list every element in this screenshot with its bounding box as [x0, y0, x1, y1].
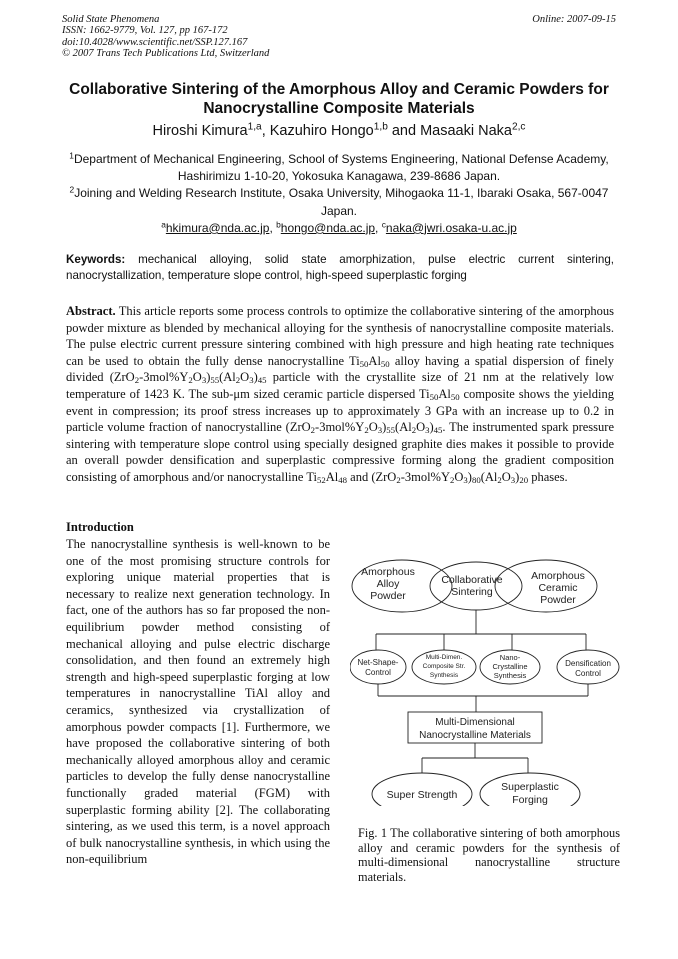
- abs-run: Al: [438, 386, 451, 401]
- abs-sub: 3: [201, 375, 207, 386]
- email-c-link[interactable]: naka@jwri.osaka-u.ac.jp: [385, 220, 517, 235]
- aff1-text: Department of Mechanical Engineering, School of Systems Engineering, National Defense Academy, Hashirimizu 1-10-20, Yokosuka Kanagawa, 239-8686 Japan.: [73, 152, 609, 184]
- fig-label: Alloy: [376, 578, 400, 590]
- abs-sub: 48: [338, 475, 348, 486]
- author-1-sup: 1,a: [247, 121, 262, 133]
- author-line: Hiroshi Kimura$^{1,a}$, Kazuhiro Hongo$^{1,b}$ and Masaaki Naka$^{2,c}$: [152, 121, 526, 139]
- abstract-text: [66, 304, 614, 484]
- journal-header: [62, 14, 269, 60]
- abs-sub: 3: [249, 375, 254, 386]
- abs-sub: 55: [386, 425, 396, 436]
- abs-run: -3mol%Y: [315, 420, 365, 435]
- author-3: Masaaki Naka: [420, 123, 512, 139]
- fig-label: Sintering: [451, 586, 493, 598]
- author-3-sup: 2,c: [511, 121, 526, 133]
- abs-run: O: [416, 420, 426, 435]
- abs-sub: 50: [450, 392, 460, 403]
- email-a-sup: a: [161, 219, 166, 230]
- abstract-label: Abstract.: [66, 304, 116, 318]
- abs-run: ): [382, 420, 387, 435]
- fig-label: Crystalline: [492, 662, 528, 671]
- abs-run: alloy having a spatial dispersion of finely divided (ZrO: [66, 353, 614, 385]
- affiliation-2: [60, 185, 618, 219]
- abs-sub: 2: [134, 375, 140, 386]
- journal-name: Solid State Phenomena: [62, 14, 160, 25]
- introduction-heading: Introduction: [66, 520, 134, 534]
- abs-sub: 50: [359, 358, 369, 369]
- abs-sub: 2: [396, 475, 401, 486]
- fig-label: Control: [575, 669, 601, 678]
- fig-label: Synthesis: [493, 671, 527, 680]
- abs-sub: 2: [235, 375, 241, 386]
- author-2-sup: 1,b: [373, 121, 388, 133]
- abs-run: Al: [368, 353, 381, 368]
- figure-1-caption: Fig. 1 The collaborative sintering of both amorphous alloy and ceramic powders for the synthesis of multi-dimensional nanocrystalline structure materials.: [358, 826, 620, 884]
- abs-run: composite shows the yielding event in compression; its proof stress increases up to approximately 3 GPa with an increase up to 0.2 in particle volume fraction of nanocrystalline (ZrO: [66, 386, 614, 435]
- figure-1-diagram: [350, 546, 622, 806]
- abs-sub: 2: [310, 425, 316, 436]
- fig-label: Powder: [370, 590, 406, 602]
- fig-label: Multi-Dimensional: [435, 717, 515, 728]
- abs-run: and (ZrO: [347, 469, 397, 484]
- copyright: © 2007 Trans Tech Publications Ltd, Switzerland: [62, 48, 270, 60]
- author-1: Hiroshi Kimura: [152, 123, 248, 139]
- fig-label: Amorphous: [531, 570, 585, 582]
- affiliations: [60, 151, 618, 237]
- abs-run: (Al: [480, 469, 498, 484]
- author-and: and: [391, 123, 417, 139]
- abs-run: ): [253, 370, 258, 385]
- abs-sub: 20: [519, 475, 529, 486]
- aff2-sup: 2: [69, 184, 75, 195]
- fig-label: Forging: [512, 794, 548, 806]
- abs-sub: 2: [364, 425, 369, 436]
- email-b-sup: b: [276, 219, 281, 230]
- abs-run: Al: [325, 469, 339, 484]
- email-line: $^a$hkimura@nda.ac.jp, $^b$hongo@nda.ac.jp, $^c$naka@jwri.osaka-u.ac.jp: [161, 219, 517, 235]
- fig-label: Powder: [540, 594, 576, 606]
- abs-sub: 50: [380, 358, 390, 369]
- fig-label: Densification: [565, 659, 611, 668]
- net-shape-control-ellipse: [350, 650, 406, 684]
- fig-label: Composite Str.: [422, 663, 466, 670]
- abs-run: This article reports some process controls to optimize the collaborative sintering of the amorphous powder mixture as blended by mechanical alloying for the synthesis of nanocrystalline composite materials. The pulse electric current pressure sintering combined with high pressure and high heating rate techniques can be used to obtain the fully dense nanocrystalline Ti: [66, 304, 614, 368]
- abstract: [66, 303, 614, 486]
- author-2: Kazuhiro Hongo: [269, 123, 374, 139]
- abs-sub: 2: [411, 425, 417, 436]
- affiliation-1: [60, 151, 618, 185]
- abs-run: (Al: [395, 420, 412, 435]
- abs-run: O: [454, 469, 464, 484]
- email-b-link[interactable]: hongo@nda.ac.jp: [280, 220, 376, 235]
- abs-run: O: [192, 370, 202, 385]
- fig-label: Amorphous: [361, 566, 415, 578]
- abs-sub: 45: [433, 425, 443, 436]
- issn: ISSN: 1662-9779, Vol. 127, pp 167-172: [62, 25, 228, 37]
- aff1-sup: 1: [69, 150, 74, 161]
- email-c-sup: c: [381, 219, 386, 230]
- abs-run: -3mol%Y: [400, 469, 451, 484]
- fig-label: Net-Shape-: [357, 658, 399, 667]
- doi: doi:10.4028/www.scientific.net/SSP.127.167: [62, 36, 248, 48]
- abs-sub: 55: [210, 375, 220, 386]
- abs-run: O: [240, 370, 250, 385]
- abs-run: particle with the crystallite size of 21 nm at the relatively low temperature of 1423 K. The sub-μm sized ceramic particle dispersed Ti: [66, 370, 614, 401]
- online-date: Online: 2007-09-15: [532, 14, 616, 25]
- abs-sub: 2: [450, 475, 455, 486]
- abs-sub: 50: [429, 392, 439, 403]
- fig-label: Synthesis: [429, 672, 459, 679]
- abs-run: phases.: [528, 469, 568, 484]
- fig-label: Nano-: [499, 653, 521, 662]
- paper-title: Collaborative Sintering of the Amorphous Alloy and Ceramic Powders for Nanocrystalline Composite Materials: [69, 81, 609, 117]
- fig-label: Ceramic: [538, 582, 578, 594]
- abs-sub: 3: [377, 425, 383, 436]
- aff2-text: Joining and Welding Research Institute, Osaka University, Mihogaoka 11-1, Ibaraki Osaka, 567-0047 Japan.: [74, 186, 609, 218]
- fig-label: Superplastic: [501, 781, 559, 793]
- abs-run: ): [467, 469, 472, 484]
- abs-run: ): [515, 469, 520, 484]
- abs-run: O: [501, 469, 511, 484]
- abs-sub: 52: [317, 475, 326, 486]
- abs-sub: 3: [510, 475, 516, 486]
- abs-run: . The instrumented spark pressure sintering with temperature slope control using specially designed graphite dies makes it possible to provide an overall powder densification and superplastic compressive forming along the gradient composition consisting of amorphous and/or nanocrystalline Ti: [66, 420, 614, 484]
- abs-run: ): [429, 420, 434, 435]
- keywords: [66, 252, 614, 283]
- abs-run: ): [206, 370, 211, 385]
- abs-sub: 80: [471, 475, 481, 486]
- abs-run: O: [368, 420, 378, 435]
- fig-label: Nanocrystalline Materials: [419, 730, 531, 741]
- keywords-text: mechanical alloying, solid state amorphization, pulse electric current sintering, nanocrystallization, temperature slope control, high-speed superplastic forging: [66, 253, 614, 282]
- abs-run: (Al: [219, 370, 236, 385]
- abs-run: -3mol%Y: [139, 370, 189, 385]
- fig-label: Collaborative: [441, 574, 503, 586]
- fig-label: Super Strength: [386, 789, 458, 801]
- abs-sub: 2: [497, 475, 502, 486]
- keywords-label: Keywords:: [66, 253, 126, 266]
- introduction-text: The nanocrystalline synthesis is well-known to be one of the most promising structure controls for exploring unique material properties that is necessary to realize next generation technology. In fact, one of the authors has so far proposed the non-equilibrium powder method consisting of mechanical alloying and pulse electric discharge consolidation, and then found an extremely high strength and high-speed superplastic forging at low temperatures in nanocrystalline TiAl alloy and ceramics, synthesized via crystallization of amorphous powder compacts [1]. Furthermore, we have proposed the collaborative sintering of both mechanically alloyed amorphous alloy and ceramic particles to develop the fully dense nanocrystalline functionally graded material (FGM) with superplastic forming ability [2]. The collaborating sintering, as we used this term, is a novel approach of bulk nanocrystalline synthesis, in which using the non-equilibrium: [66, 537, 330, 867]
- abs-sub: 2: [188, 375, 193, 386]
- fig-label: Multi-Dimen.: [425, 654, 463, 661]
- email-a-link[interactable]: hkimura@nda.ac.jp: [165, 220, 270, 235]
- abs-sub: 3: [463, 475, 468, 486]
- abs-sub: 45: [257, 375, 267, 386]
- abs-sub: 3: [425, 425, 430, 436]
- fig-label: Control: [365, 668, 391, 677]
